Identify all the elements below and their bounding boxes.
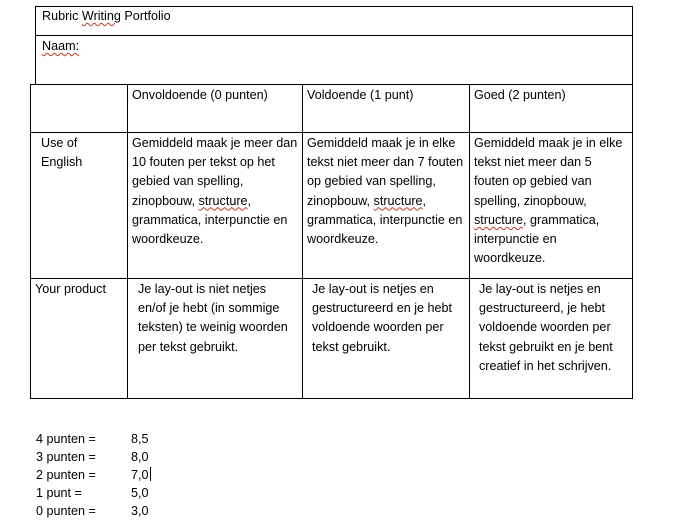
cell-product-goed (479, 280, 629, 376)
table-border-header-bottom (30, 132, 633, 133)
header-onvoldoende: Onvoldoende (0 punten) (132, 88, 268, 102)
score-row (0, 484, 200, 502)
cell-product-voldoende (312, 280, 468, 357)
table-border-bottom (30, 398, 633, 399)
text-cursor (150, 467, 151, 481)
cell-text: Je lay-out is netjes en gestructureerd en je hebt voldoende woorden per tekst gebruikt. (312, 282, 453, 354)
score-value: 5,0 (131, 486, 149, 500)
score-value-text: 7,0 (131, 468, 149, 482)
score-label: 4 punten = (36, 432, 96, 446)
cell-text: Je lay-out is niet netjes en/of je hebt (in sommige teksten) te weinig woorden per tekst gebruikt. (138, 282, 288, 354)
name-field[interactable] (42, 37, 627, 82)
name-label: Naam: (42, 39, 80, 53)
table-border-row1-bottom (30, 278, 633, 279)
cell-misspelled-word: structure (198, 193, 248, 208)
table-border-name-bottom (30, 84, 633, 85)
cell-misspelled-word: structure (373, 193, 423, 208)
score-label: 2 punten = (36, 468, 96, 482)
header-goed: Goed (2 punten) (474, 88, 566, 102)
score-row (0, 466, 200, 484)
cell-text: Je lay-out is netjes en gestructureerd, je hebt voldoende woorden per tekst gebruikt en je bent creatief in het schrijven. (479, 282, 613, 373)
table-border-title-bottom (35, 35, 633, 36)
title-suffix: Portfolio (124, 9, 171, 23)
cell-text: Gemiddeld maak je in elke tekst niet meer dan 7 fouten op gebied van spelling, zinopbouw, (307, 136, 464, 208)
cell-text: , grammatica, interpunctie en woordkeuze. (132, 193, 288, 247)
score-row (0, 502, 200, 520)
score-value: 8,5 (131, 432, 149, 446)
table-border-left (30, 84, 31, 399)
score-row (0, 430, 200, 448)
table-border-left-top (35, 6, 36, 84)
score-value: 3,0 (131, 504, 149, 518)
title-prefix: Rubric (42, 9, 79, 23)
table-border-right (632, 6, 633, 399)
score-row (0, 448, 200, 466)
cell-english-voldoende (307, 134, 469, 249)
score-label: 1 punt = (36, 486, 82, 500)
cell-text: , grammatica, interpunctie en woordkeuze. (307, 193, 463, 247)
cell-english-goed (474, 134, 628, 268)
cell-text: , grammatica, interpunctie en woordkeuze. (474, 212, 600, 266)
cell-english-onvoldoende (132, 134, 300, 249)
score-value: 8,0 (131, 450, 149, 464)
criterion-your-product: Your product (35, 282, 106, 296)
header-voldoende: Voldoende (1 punt) (307, 88, 414, 102)
rubric-title (42, 7, 627, 26)
cell-misspelled-word: structure (474, 212, 523, 227)
score-label: 0 punten = (36, 504, 96, 518)
cell-text: Gemiddeld maak je meer dan 10 fouten per tekst op het gebied van spelling, zinopbouw, (132, 136, 298, 208)
criterion-use-of-english: Use of English (41, 136, 83, 170)
cell-text: Gemiddeld maak je in elke tekst niet meer dan 5 fouten op gebied van spelling, zinopbouw, (474, 136, 623, 208)
score-label: 3 punten = (36, 450, 96, 464)
table-col-divider-1 (127, 84, 128, 399)
table-col-divider-3 (469, 84, 470, 399)
score-value-editing[interactable] (131, 466, 151, 484)
cell-product-onvoldoende (138, 280, 296, 357)
title-misspelled-word: Writing (81, 9, 121, 23)
table-col-divider-2 (302, 84, 303, 399)
